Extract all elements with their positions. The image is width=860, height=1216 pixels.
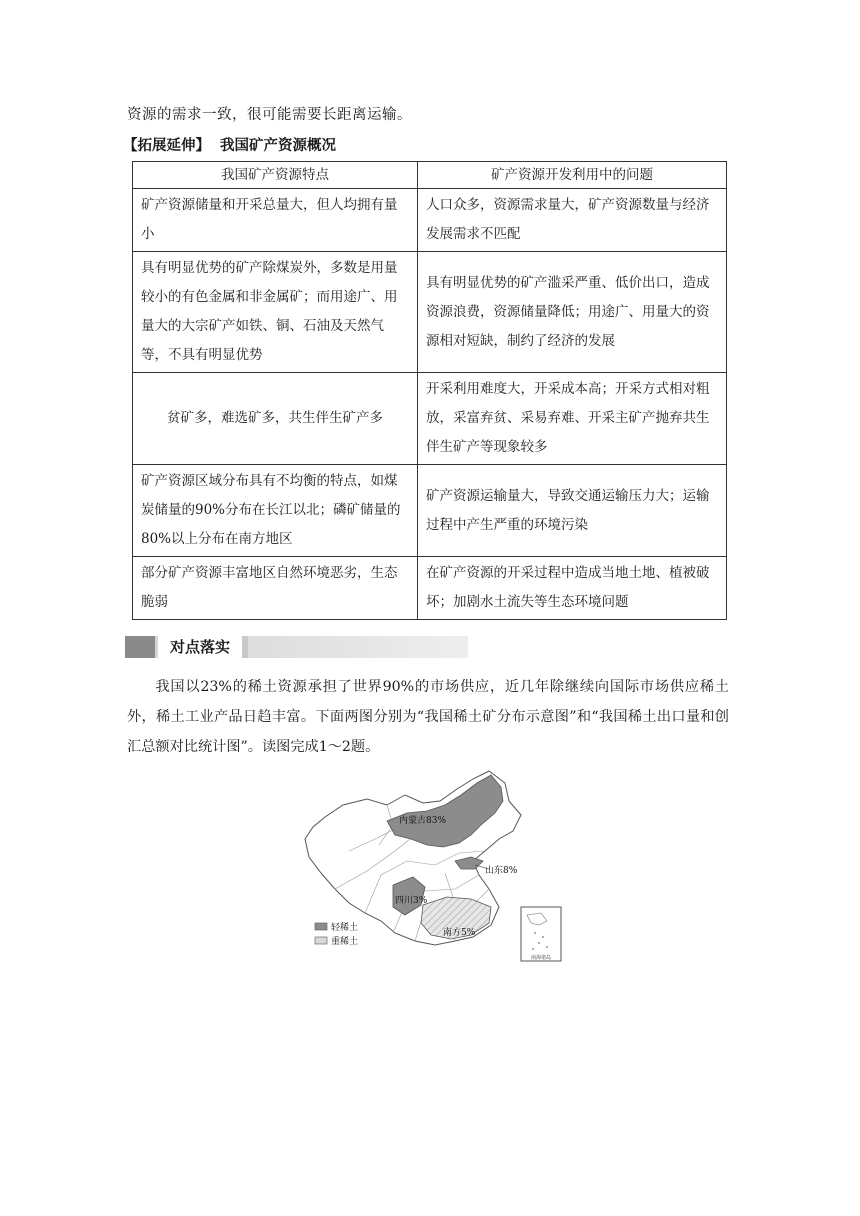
table-row [133,465,727,557]
legend-label-light: 轻稀土 [331,923,359,933]
label-sichuan: 四川3% [395,896,428,906]
table-row [133,252,727,373]
table-cell: 开采利用难度大，开采成本高；开采方式相对粗放，采富弃贫、采易弃难、开采主矿产抛弃共生伴生矿产等现象较多 [418,373,727,465]
legend-swatch-light [315,923,327,930]
table-cell: 在矿产资源的开采过程中造成当地土地、植被破坏；加剧水土流失等生态环境问题 [418,557,727,620]
table-row [133,373,727,465]
table-cell: 矿产资源储量和开采总量大，但人均拥有量小 [133,189,418,252]
extension-heading [123,134,336,155]
question-paragraph: 我国以23%的稀土资源承担了世界90%的市场供应，近几年除继续向国际市场供应稀土外，稀土工业产品日趋丰富。下面两图分别为“我国稀土矿分布示意图”和“我国稀土出口量和创汇总额对比统计图”。读图完成1～2题。 [127,679,729,755]
table-row [133,557,727,620]
legend-label-heavy: 重稀土 [331,937,359,947]
rare-earth-distribution-map [295,765,565,965]
inset-label: 南海诸岛 [530,955,552,961]
mineral-resources-table [132,161,727,620]
section-title: 对点落实 [158,636,248,658]
table-cell: 具有明显优势的矿产滥采严重、低价出口，造成资源浪费，资源储量降低；用途广、用量大的资源相对短缺，制约了经济的发展 [418,252,727,373]
extension-tag: 【拓展延伸】 [123,138,210,154]
table-cell: 贫矿多，难选矿多，共生伴生矿产多 [133,373,418,465]
legend-swatch-heavy [315,937,327,944]
section-header-bar [125,636,468,658]
table-cell: 部分矿产资源丰富地区自然环境恶劣，生态脆弱 [133,557,418,620]
label-shandong: 山东8% [485,866,518,876]
table-cell: 人口众多，资源需求量大，矿产资源数量与经济发展需求不匹配 [418,189,727,252]
table-cell: 具有明显优势的矿产除煤炭外，多数是用量较小的有色金属和非金属矿；而用途广、用量大的大宗矿产如铁、铜、石油及天然气等，不具有明显优势 [133,252,418,373]
table-header-cell: 我国矿产资源特点 [133,162,418,189]
label-neimenggu: 内蒙古83% [399,816,447,826]
table-cell: 矿产资源区域分布具有不均衡的特点，如煤炭储量的90%分布在长江以北；磷矿储量的80%以上分布在南方地区 [133,465,418,557]
intro-line: 资源的需求一致，很可能需要长距离运输。 [127,107,412,123]
extension-title: 我国矿产资源概况 [220,138,336,154]
table-header-row [133,162,727,189]
table-row [133,189,727,252]
table-header-cell: 矿产资源开发利用中的问题 [418,162,727,189]
table-cell: 矿产资源运输量大，导致交通运输压力大；运输过程中产生严重的环境污染 [418,465,727,557]
label-nanfang: 南方5% [443,928,476,938]
